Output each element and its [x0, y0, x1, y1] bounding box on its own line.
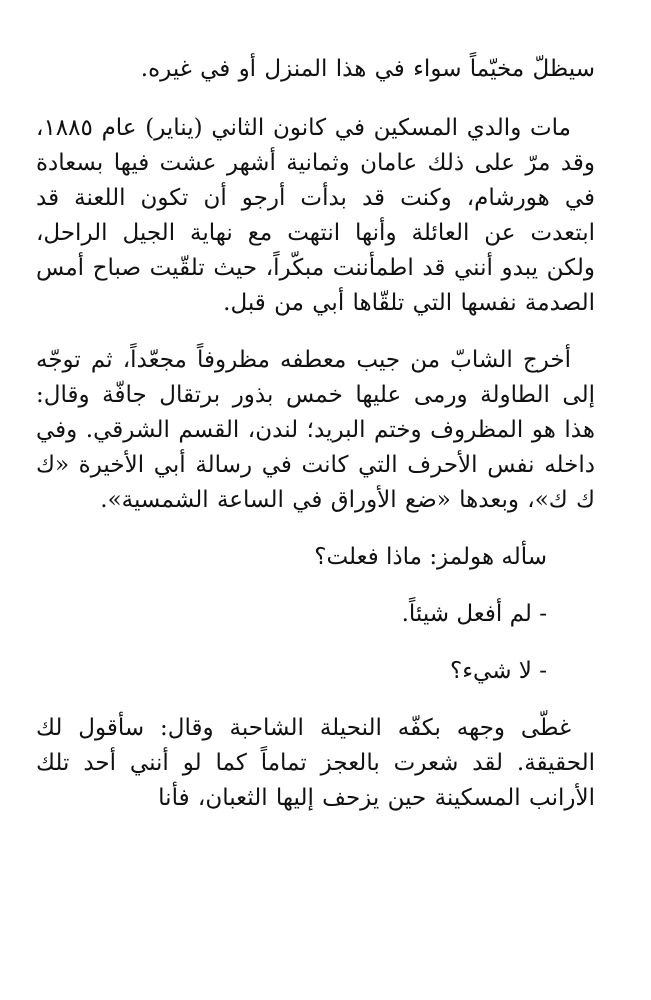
paragraph-envelope: أخرج الشابّ من جيب معطفه مظروفاً مجعّداً، ثم توجّه إلى الطاولة ورمى عليها خمس بذور برتقال جافّة وقال: هذا هو المظروف وختم البريد؛ لندن، القسم الشرقي. وفي داخله نفس الأحرف التي كانت في رسالة أبي الأخيرة «ك ك ك»، وبعدها «ضع الأوراق في الساعة الشمسية».	[36, 347, 595, 513]
paragraph-truth: غطّى وجهه بكفّه النحيلة الشاحبة وقال: سأقول لك الحقيقة. لقد شعرت بالعجز تماماً كما لو أنني أحد تلك الأرانب المسكينة حين يزحف إليها الثعبان، فأنا	[36, 715, 595, 811]
paragraph-continuation: سيظلّ مخيّماً سواء في هذا المنزل أو في غيره.	[140, 56, 595, 82]
dialogue-nothing-question: - لا شيء؟	[450, 658, 547, 684]
paragraph-father-death: مات والدي المسكين في كانون الثاني (يناير) عام ١٨٨٥، وقد مرّ على ذلك عامان وثمانية أشهر عشت فيها بسعادة في هورشام، وكنت قد بدأت أرجو أن تكون اللعنة قد ابتعدت عن العائلة وأنها انتهت مع نهاية الجيل الراحل، ولكن يبدو أنني قد اطمأننت مبكّراً، حيث تلقّيت صباح أمس الصدمة نفسها التي تلقّاها أبي من قبل.	[36, 115, 595, 316]
dialogue-answer-nothing: - لم أفعل شيئاً.	[401, 601, 547, 627]
dialogue-holmes-question: سأله هولمز: ماذا فعلت؟	[314, 544, 547, 570]
